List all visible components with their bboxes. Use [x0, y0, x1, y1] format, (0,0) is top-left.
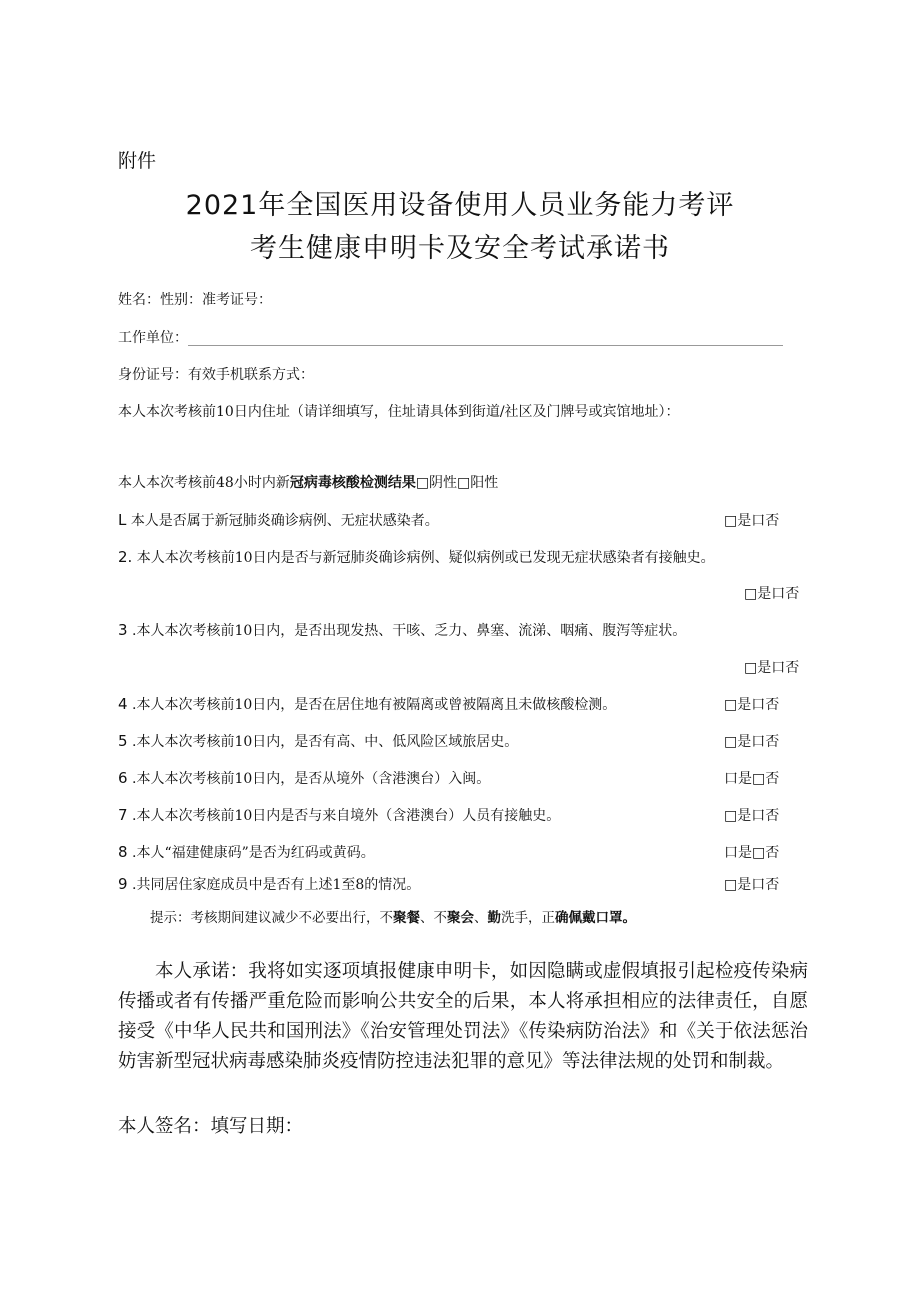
tip-bold: 勤: [487, 910, 501, 926]
question-text: .本人本次考核前10日内，是否有高、中、低风险区域旅居史。: [132, 734, 519, 750]
question-3: [118, 620, 686, 640]
document-title-line-1: 2021年全国医用设备使用人员业务能力考评: [185, 190, 735, 221]
question-text: .本人本次考核前10日内，是否出现发热、干咳、乏力、鼻塞、流涕、咽痛、腹泻等症状。: [132, 623, 687, 639]
question-number: 2.: [118, 548, 133, 566]
document-title-line-2: 考生健康申明卡及安全考试承诺书: [250, 233, 670, 264]
work-unit-input-line[interactable]: [188, 331, 783, 346]
question-2-options[interactable]: □是口否: [744, 586, 800, 602]
annex-label: 附件: [118, 150, 157, 172]
pledge-paragraph: [118, 957, 808, 1077]
tip-note: [150, 906, 636, 926]
id-phone-field[interactable]: 身份证号：有效手机联系方式：: [118, 367, 314, 383]
question-text: .本人本次考核前10日内是否与来自境外（含港澳台）人员有接触史。: [132, 808, 561, 824]
question-3-options[interactable]: □是口否: [744, 660, 800, 676]
question-number: 8: [118, 843, 128, 861]
question-9-options[interactable]: □是口否: [724, 877, 780, 893]
question-1-options[interactable]: □是口否: [724, 513, 780, 529]
pledge-text: 本人承诺：我将如实逐项填报健康申明卡，如因隐瞒或虚假填报引起检疫传染病传播或者有传播严重危险而影响公共安全的后果，本人将承担相应的法律责任，自愿接受《中华人民共和国刑法》《治安管理处罚法》《传染病防治法》和《关于依法惩治妨害新型冠状病毒感染肺炎疫情防控违法犯罪的意见》等法律法规的处罚和制裁。: [118, 961, 808, 1072]
nucleic-test-line: [118, 472, 498, 492]
question-7-options[interactable]: □是口否: [724, 808, 780, 824]
nucleic-test-options[interactable]: □阴性□阳性: [415, 475, 499, 491]
question-8: [118, 842, 375, 862]
question-number: L: [118, 511, 127, 529]
question-9: [118, 874, 420, 894]
question-7: [118, 805, 560, 825]
tip-bold: 聚会: [447, 910, 474, 926]
tip-text: 、不: [420, 910, 447, 926]
work-unit-field[interactable]: [118, 327, 783, 347]
question-number: 7: [118, 806, 128, 824]
question-8-options[interactable]: 口是□否: [724, 845, 780, 861]
tip-text: 、: [474, 910, 488, 926]
question-2: [118, 547, 715, 567]
signature-date-field[interactable]: 本人签名：填写日期：: [118, 1116, 304, 1137]
nucleic-test-bold-label: 冠病毒核酸检测结果: [289, 475, 416, 491]
work-unit-label: 工作单位：: [118, 330, 188, 346]
tip-text: 洗手，正: [501, 910, 555, 926]
question-text: .本人本次考核前10日内，是否在居住地有被隔离或曾被隔离且未做核酸检测。: [132, 697, 617, 713]
tip-bold: 聚餐: [393, 910, 420, 926]
question-6-options[interactable]: 口是□否: [724, 771, 780, 787]
question-number: 6: [118, 769, 128, 787]
question-text: 本人本次考核前10日内是否与新冠肺炎确诊病例、疑似病例或已发现无症状感染者有接触史。: [136, 550, 715, 566]
nucleic-test-prefix: 本人本次考核前48小时内新: [118, 475, 290, 491]
question-6: [118, 768, 490, 788]
address-field[interactable]: 本人本次考核前10日内住址（请详细填写，住址请具体到街道/社区及门牌号或宾馆地址）：: [118, 404, 680, 420]
question-text: 本人是否属于新冠肺炎确诊病例、无症状感染者。: [130, 513, 439, 529]
question-5-options[interactable]: □是口否: [724, 734, 780, 750]
question-4-options[interactable]: □是口否: [724, 697, 780, 713]
question-text: .本人“福建健康码”是否为红码或黄码。: [132, 845, 375, 861]
question-text: .本人本次考核前10日内，是否从境外（含港澳台）入闽。: [132, 771, 491, 787]
question-5: [118, 731, 518, 751]
question-1: [118, 510, 439, 530]
tip-text: 提示：考核期间建议减少不必要出行，不: [150, 910, 393, 926]
question-number: 9: [118, 875, 128, 893]
question-number: 3: [118, 621, 128, 639]
tip-bold: 确佩戴口罩。: [555, 910, 636, 926]
question-text: .共同居住家庭成员中是否有上述1至8的情况。: [132, 877, 421, 893]
question-4: [118, 694, 616, 714]
question-number: 4: [118, 695, 128, 713]
question-number: 5: [118, 732, 128, 750]
name-gender-exam-number-field[interactable]: 姓名：性别：准考证号：: [118, 292, 272, 308]
